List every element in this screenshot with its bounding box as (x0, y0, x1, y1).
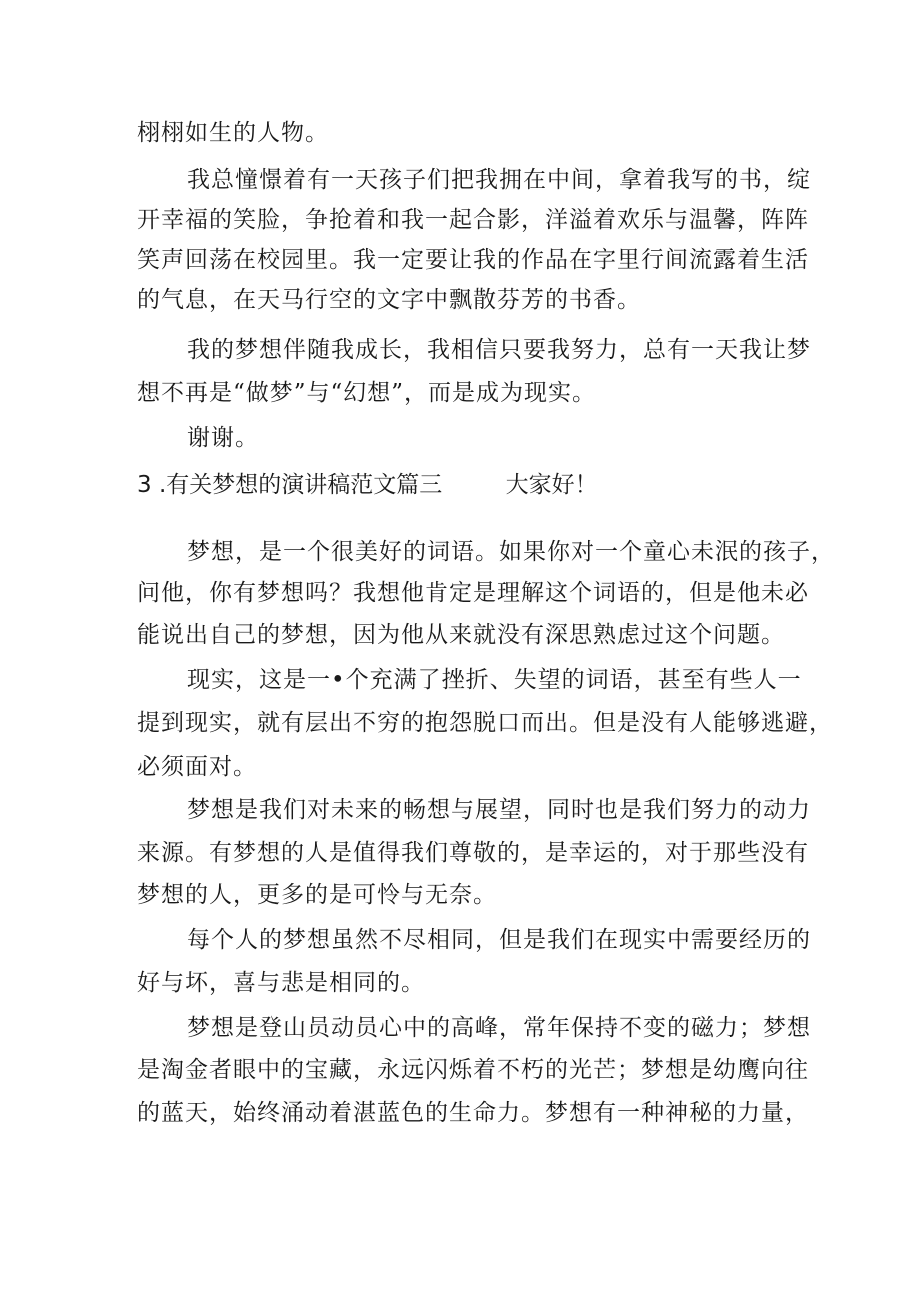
paragraph-line: 笑声回荡在校园里。我一定要让我的作品在字里行间流露着生活 (137, 247, 809, 273)
paragraph-line: 是淘金者眼中的宝藏，永远闪烁着不朽的光芒；梦想是幼鹰向往 (137, 1057, 809, 1083)
section-heading (137, 470, 598, 500)
paragraph-line: 谢谢。 (187, 425, 259, 451)
paragraph-line: 栩栩如生的人物。 (137, 120, 329, 146)
paragraph-line: 梦想的人，更多的是可怜与无奈。 (137, 882, 497, 908)
paragraph-line: 梦想是登山员动员心中的高峰，常年保持不变的磁力；梦想 (187, 1015, 811, 1041)
section-greeting: 大家好！ (505, 472, 598, 498)
paragraph-line: 梦想是我们对未来的畅想与展望，同时也是我们努力的动力 (187, 797, 811, 823)
paragraph-line: 的气息，在天马行空的文字中飘散芬芳的书香。 (137, 287, 641, 313)
paragraph-line: 提到现实，就有层出不穷的抱怨脱口而出。但是没有人能够逃避， (137, 710, 833, 736)
paragraph-line: 问他，你有梦想吗？我想他肯定是理解这个词语的，但是他未必 (137, 580, 809, 606)
paragraph-line: 每个人的梦想虽然不尽相同，但是我们在现实中需要经历的 (187, 927, 811, 953)
paragraph-line: 想不再是“做梦”与“幻想”，而是成为现实。 (137, 380, 597, 406)
paragraph-line: 好与坏，喜与悲是相同的。 (137, 970, 425, 996)
section-title: .有关梦想的演讲稿范文篇三 (158, 472, 443, 498)
paragraph-line: 的蓝天，始终涌动着湛蓝色的生命力。梦想有一种神秘的力量， (137, 1100, 809, 1126)
paragraph-line: 我的梦想伴随我成长，我相信只要我努力，总有一天我让梦 (187, 337, 811, 363)
paragraph-line: 梦想，是一个很美好的词语。如果你对一个童心未泯的孩子， (187, 539, 835, 565)
paragraph-line: 来源。有梦想的人是值得我们尊敬的，是幸运的，对于那些没有 (137, 840, 809, 866)
paragraph-line: 现实，这是一•个充满了挫折、失望的词语，甚至有些人一 (187, 667, 802, 693)
paragraph-line: 开幸福的笑脸，争抢着和我一起合影，洋溢着欢乐与温馨，阵阵 (137, 207, 809, 233)
section-number: 3 (137, 472, 152, 498)
paragraph-line: 必须面对。 (137, 754, 257, 780)
paragraph-line: 能说出自己的梦想，因为他从来就没有深思熟虑过这个问题。 (137, 622, 785, 648)
paragraph-line: 我总憧憬着有一天孩子们把我拥在中间，拿着我写的书，绽 (187, 167, 811, 193)
